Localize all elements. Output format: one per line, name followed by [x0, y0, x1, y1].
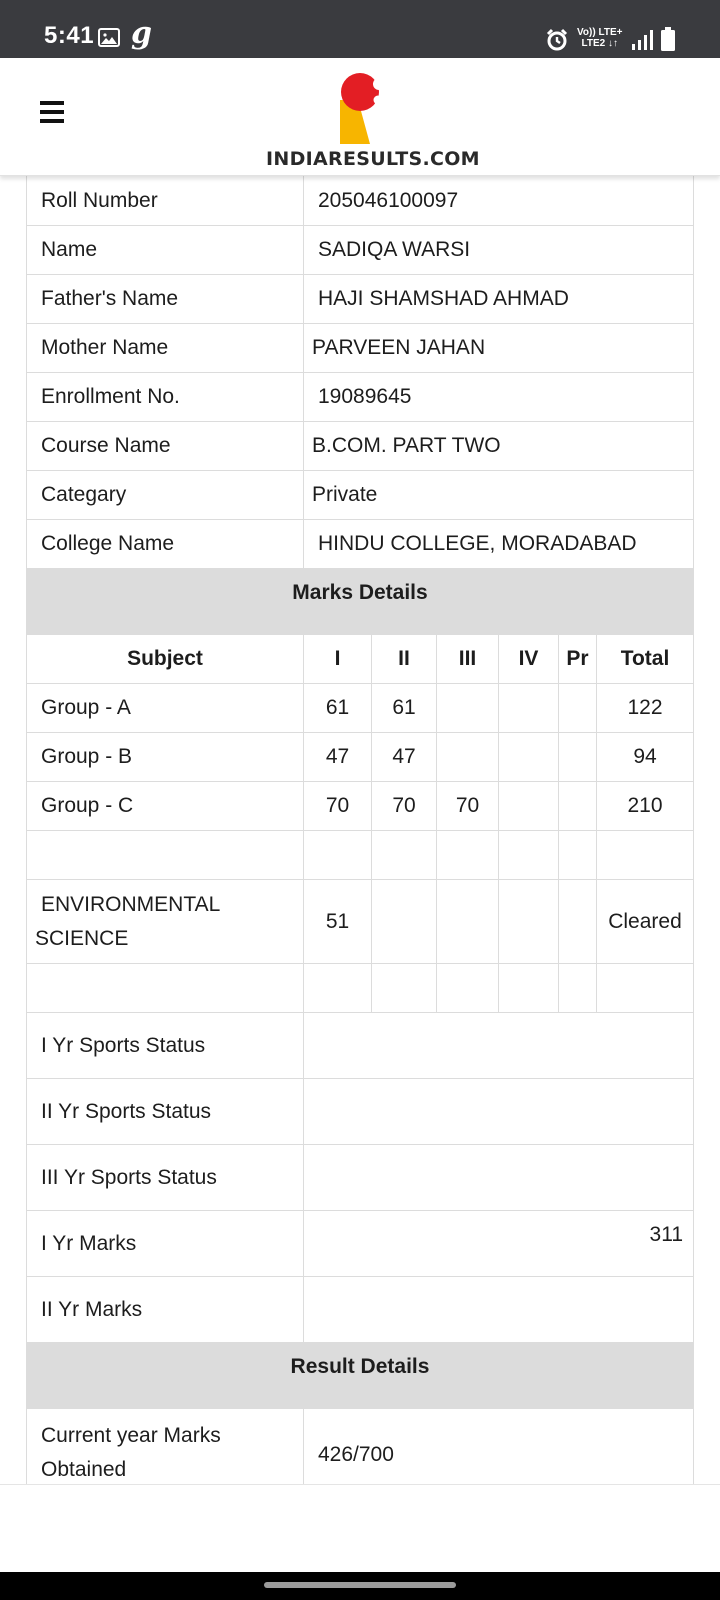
status-label: II Yr Marks — [27, 1277, 304, 1343]
mark-cell-i: 70 — [304, 782, 372, 831]
navigation-bar — [0, 1572, 720, 1600]
info-label: Mother Name — [27, 324, 304, 373]
blank-row — [27, 964, 694, 1013]
info-row-fathers-name — [27, 275, 694, 324]
mark-cell-iv — [499, 733, 559, 782]
info-label: Course Name — [27, 422, 304, 471]
info-row-course — [27, 422, 694, 471]
results-content — [0, 176, 720, 1484]
mark-cell-total: 210 — [597, 782, 694, 831]
marks-section-header — [27, 569, 694, 635]
subject-cell: Group - C — [27, 782, 304, 831]
info-value: B.COM. PART TWO — [304, 422, 694, 471]
info-value: 19089645 — [304, 373, 694, 422]
info-row-name — [27, 226, 694, 275]
volte-line2: LTE2 ↓↑ — [581, 38, 618, 49]
mark-cell-iii — [437, 733, 499, 782]
mark-cell-total: 94 — [597, 733, 694, 782]
mark-cell-pr — [559, 684, 597, 733]
subject-line1: ENVIRONMENTAL — [41, 892, 221, 916]
column-header-i: I — [304, 635, 372, 684]
mark-cell-iii — [437, 684, 499, 733]
mark-cell-iv — [499, 684, 559, 733]
mark-cell-total: Cleared — [597, 880, 694, 964]
subject-cell — [27, 880, 304, 964]
table-row — [27, 684, 694, 733]
bottom-blank-area — [0, 1484, 720, 1572]
info-value: SADIQA WARSI — [304, 226, 694, 275]
site-logo[interactable] — [264, 72, 480, 172]
battery-icon — [661, 27, 675, 56]
subject-cell: Group - A — [27, 684, 304, 733]
info-row-category — [27, 471, 694, 520]
column-header-iii: III — [437, 635, 499, 684]
status-label: III Yr Sports Status — [27, 1145, 304, 1211]
status-label: I Yr Marks — [27, 1211, 304, 1277]
info-label: College Name — [27, 520, 304, 569]
volte-line1: Vo)) LTE+ — [577, 27, 623, 38]
status-row-ii-yr-marks — [27, 1277, 694, 1343]
alarm-icon — [545, 28, 569, 57]
section-title: Marks Details — [27, 569, 694, 635]
status-label: II Yr Sports Status — [27, 1079, 304, 1145]
mark-cell-i: 47 — [304, 733, 372, 782]
status-row-ii-yr-sports — [27, 1079, 694, 1145]
info-label: Roll Number — [27, 176, 304, 226]
mark-cell-iii: 70 — [437, 782, 499, 831]
subject-cell: Group - B — [27, 733, 304, 782]
info-row-college — [27, 520, 694, 569]
mark-cell-i: 61 — [304, 684, 372, 733]
column-header-iv: IV — [499, 635, 559, 684]
current-year-label-line2: Obtained — [41, 1458, 127, 1481]
status-time: 5:41 — [44, 22, 95, 49]
mark-cell-pr — [559, 782, 597, 831]
current-year-label — [27, 1409, 304, 1485]
mark-cell-ii: 47 — [372, 733, 437, 782]
info-value: Private — [304, 471, 694, 520]
status-value — [304, 1079, 694, 1145]
info-value: 205046100097 — [304, 176, 694, 226]
status-bar — [0, 0, 720, 58]
status-row-iii-yr-sports — [27, 1145, 694, 1211]
marks-column-headers — [27, 635, 694, 684]
info-row-roll-number — [27, 176, 694, 226]
subject-line2: SCIENCE — [35, 926, 129, 950]
current-year-value: 426/700 — [304, 1409, 694, 1485]
app-header — [0, 58, 720, 176]
status-value — [304, 1277, 694, 1343]
result-section-header — [27, 1343, 694, 1409]
home-gesture-handle[interactable] — [264, 1582, 456, 1588]
mark-cell-ii: 70 — [372, 782, 437, 831]
status-value — [304, 1145, 694, 1211]
section-title: Result Details — [27, 1343, 694, 1409]
table-row — [27, 733, 694, 782]
info-row-mother-name — [27, 324, 694, 373]
info-label: Enrollment No. — [27, 373, 304, 422]
blank-row — [27, 831, 694, 880]
signal-icon — [632, 30, 654, 55]
mark-cell-pr — [559, 733, 597, 782]
mark-cell-total: 122 — [597, 684, 694, 733]
gallery-icon — [98, 28, 120, 47]
mark-cell-i: 51 — [304, 880, 372, 964]
status-value: 311 — [304, 1211, 694, 1277]
info-value: PARVEEN JAHAN — [304, 324, 694, 373]
current-year-label-line1: Current year Marks — [41, 1424, 221, 1447]
results-table — [26, 176, 694, 1484]
column-header-subject: Subject — [27, 635, 304, 684]
info-label: Name — [27, 226, 304, 275]
status-value — [304, 1013, 694, 1079]
mark-cell-iv — [499, 782, 559, 831]
table-row — [27, 782, 694, 831]
info-value: HINDU COLLEGE, MORADABAD — [304, 520, 694, 569]
column-header-pr: Pr — [559, 635, 597, 684]
info-label: Father's Name — [27, 275, 304, 324]
status-row-i-yr-sports — [27, 1013, 694, 1079]
hamburger-menu-icon[interactable] — [40, 101, 64, 123]
current-year-marks-row — [27, 1409, 694, 1485]
g-icon: g — [131, 16, 152, 51]
mark-cell-ii: 61 — [372, 684, 437, 733]
table-row-environmental-science — [27, 880, 694, 964]
status-label: I Yr Sports Status — [27, 1013, 304, 1079]
info-value: HAJI SHAMSHAD AHMAD — [304, 275, 694, 324]
logo-mark-icon — [338, 72, 382, 148]
info-row-enrollment — [27, 373, 694, 422]
column-header-total: Total — [597, 635, 694, 684]
info-label: Categary — [27, 471, 304, 520]
logo-text: INDIARESULTS.COM — [266, 148, 480, 170]
volte-icon — [577, 27, 622, 49]
column-header-ii: II — [372, 635, 437, 684]
status-row-i-yr-marks — [27, 1211, 694, 1277]
